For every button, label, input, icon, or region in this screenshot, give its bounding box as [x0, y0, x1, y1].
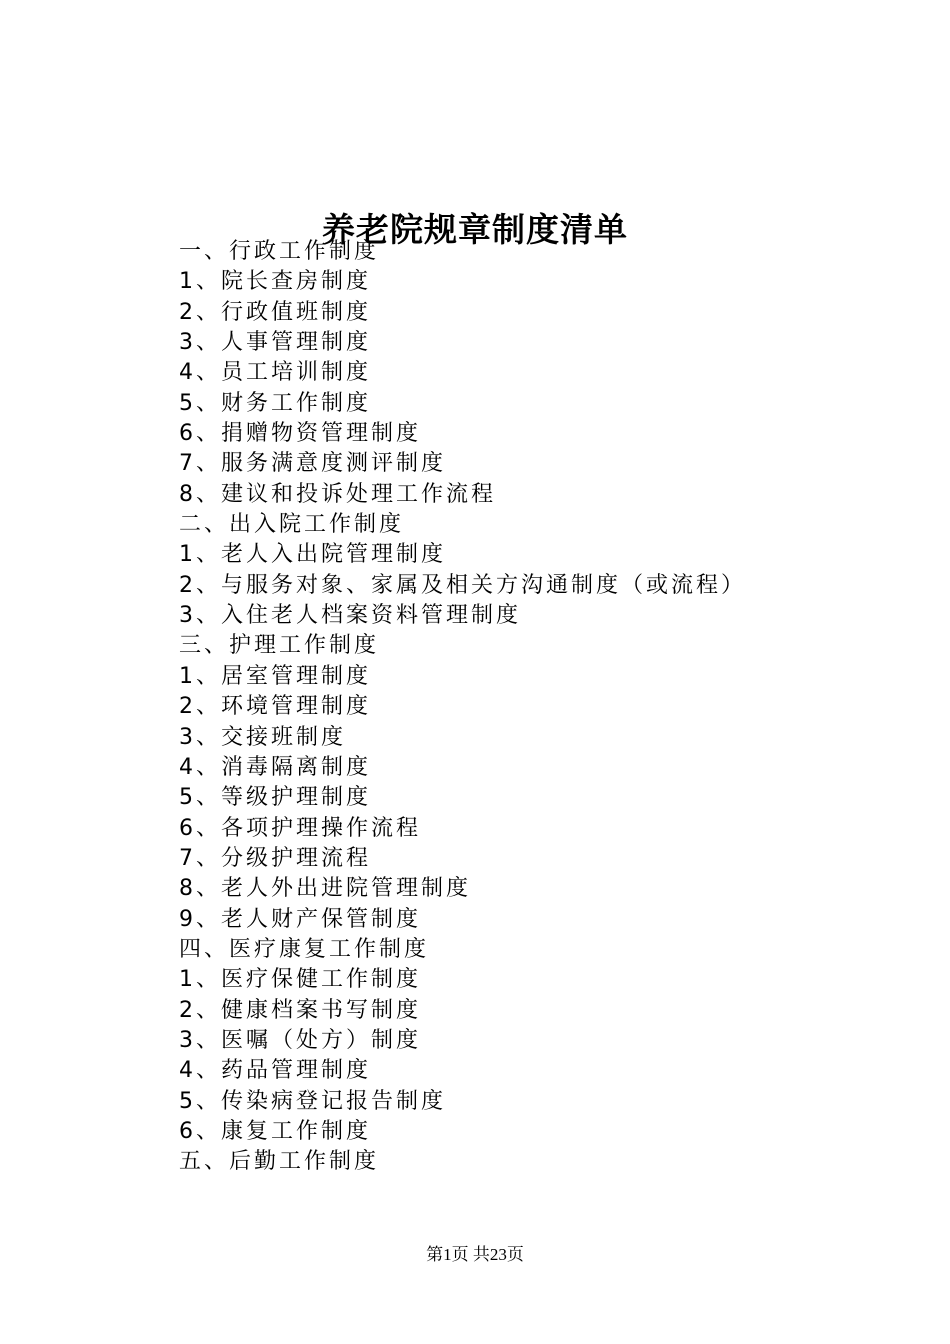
list-item: 8、老人外出进院管理制度 — [179, 876, 471, 902]
list-item: 1、医疗保健工作制度 — [179, 967, 421, 993]
list-item: 6、各项护理操作流程 — [179, 815, 421, 841]
list-item: 5、传染病登记报告制度 — [179, 1088, 446, 1114]
list-item: 2、环境管理制度 — [179, 694, 371, 720]
list-item: 4、消毒隔离制度 — [179, 754, 371, 780]
list-item: 7、服务满意度测评制度 — [179, 451, 446, 477]
list-item: 2、与服务对象、家属及相关方沟通制度（或流程） — [179, 572, 746, 598]
list-item: 8、建议和投诉处理工作流程 — [179, 481, 496, 507]
list-item: 6、康复工作制度 — [179, 1118, 371, 1144]
list-item: 3、医嘱（处方）制度 — [179, 1027, 421, 1053]
list-item: 3、入住老人档案资料管理制度 — [179, 603, 521, 629]
list-item-section-5: 五、后勤工作制度 — [179, 1149, 380, 1175]
list-item-section-3: 三、护理工作制度 — [179, 633, 380, 659]
list-item: 4、药品管理制度 — [179, 1058, 371, 1084]
list-item: 1、院长查房制度 — [179, 269, 371, 295]
list-item: 1、老人入出院管理制度 — [179, 542, 446, 568]
regulation-list — [179, 237, 746, 1178]
list-item: 1、居室管理制度 — [179, 663, 371, 689]
list-item-section-4: 四、医疗康复工作制度 — [179, 936, 430, 962]
list-item: 4、员工培训制度 — [179, 360, 371, 386]
list-item: 9、老人财产保管制度 — [179, 906, 421, 932]
list-item-section-2: 二、出入院工作制度 — [179, 512, 405, 538]
list-item-section-1: 一、行政工作制度 — [179, 239, 380, 264]
list-item: 5、财务工作制度 — [179, 390, 371, 416]
list-item: 2、行政值班制度 — [179, 299, 371, 325]
list-item: 3、人事管理制度 — [179, 330, 371, 356]
page-footer: 第1页 共23页 — [426, 1245, 524, 1264]
list-item: 7、分级护理流程 — [179, 845, 371, 871]
list-item: 3、交接班制度 — [179, 724, 346, 750]
list-item: 2、健康档案书写制度 — [179, 997, 421, 1023]
list-item: 6、捐赠物资管理制度 — [179, 421, 421, 447]
page-title: 养老院规章制度清单 — [322, 210, 628, 250]
list-item: 5、等级护理制度 — [179, 785, 371, 811]
